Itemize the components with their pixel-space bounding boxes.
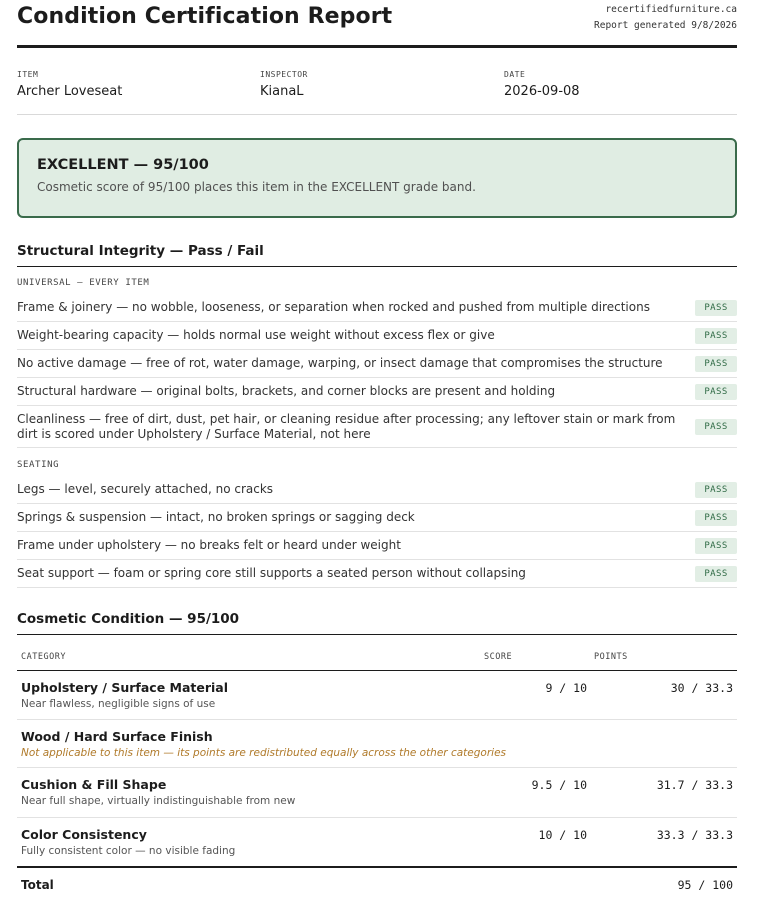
category-name: Upholstery / Surface Material <box>21 680 229 695</box>
check-row <box>17 504 737 532</box>
cosmetic-title: Cosmetic Condition — 95/100 <box>17 611 240 627</box>
date-label: DATE <box>504 70 526 79</box>
table-header <box>17 646 737 671</box>
pass-badge: PASS <box>695 482 737 498</box>
category-score: 9.5 / 10 <box>531 778 587 792</box>
check-text: Cleanliness — free of dirt, dust, pet hair, or cleaning residue after processing; any leftover stain or mark from dirt is scored under Upholstery / Surface Material, not here <box>17 411 676 441</box>
pass-badge: PASS <box>695 356 737 372</box>
generated-date: Report generated 9/8/2026 <box>594 20 737 31</box>
check-text: Frame & joinery — no wobble, looseness, or separation when rocked and pushed from multiple directions <box>17 300 650 314</box>
check-row <box>17 322 737 350</box>
table-row <box>17 768 737 818</box>
total-value: 95 / 100 <box>677 878 733 892</box>
table-row <box>17 720 737 768</box>
date-field <box>504 70 580 99</box>
check-text: Frame under upholstery — no breaks felt or heard under weight <box>17 538 401 552</box>
check-row <box>17 406 737 448</box>
category-points: 31.7 / 33.3 <box>656 778 733 792</box>
category-points: 33.3 / 33.3 <box>656 828 733 842</box>
site-name: recertifiedfurniture.ca <box>605 4 737 15</box>
category-desc-na: Not applicable to this item — its points are redistributed equally across the other categories <box>21 747 506 759</box>
category-name: Color Consistency <box>21 827 147 842</box>
cosmetic-section-header <box>17 607 737 635</box>
inspector-label: INSPECTOR <box>260 70 308 79</box>
category-desc: Near flawless, negligible signs of use <box>21 698 216 710</box>
check-text: Seat support — foam or spring core still supports a seated person without collapsing <box>17 566 526 580</box>
report-meta <box>594 2 737 34</box>
category-points: 30 / 33.3 <box>670 681 733 695</box>
item-value: Archer Loveseat <box>17 84 123 99</box>
pass-badge: PASS <box>695 300 737 316</box>
check-row <box>17 476 737 504</box>
header-category: CATEGORY <box>21 652 66 662</box>
date-value: 2026-09-08 <box>504 84 580 99</box>
grade-description: Cosmetic score of 95/100 places this item in the EXCELLENT grade band. <box>37 180 476 194</box>
category-name: Cushion & Fill Shape <box>21 777 167 792</box>
seating-checklist <box>17 476 737 588</box>
pass-badge: PASS <box>695 510 737 526</box>
category-name: Wood / Hard Surface Finish <box>21 729 213 744</box>
pass-badge: PASS <box>695 419 737 435</box>
check-row <box>17 378 737 406</box>
pass-badge: PASS <box>695 538 737 554</box>
structural-section-header <box>17 239 737 267</box>
check-row <box>17 294 737 322</box>
report-header <box>17 0 737 48</box>
universal-checklist <box>17 294 737 448</box>
structural-title: Structural Integrity — Pass / Fail <box>17 243 264 259</box>
check-text: Structural hardware — original bolts, brackets, and corner blocks are present and holding <box>17 384 556 398</box>
inspector-field <box>260 70 308 99</box>
report-page <box>17 0 737 892</box>
pass-badge: PASS <box>695 328 737 344</box>
check-row <box>17 350 737 378</box>
item-label: ITEM <box>17 70 39 79</box>
category-score: 9 / 10 <box>545 681 587 695</box>
item-field <box>17 70 122 99</box>
table-row <box>17 671 737 720</box>
inspector-value: KianaL <box>260 84 304 99</box>
cosmetic-table <box>17 646 737 902</box>
total-row <box>17 866 737 902</box>
category-desc: Fully consistent color — no visible fading <box>21 845 236 857</box>
header-score: SCORE <box>484 652 513 662</box>
category-score: 10 / 10 <box>538 828 587 842</box>
header-points: POINTS <box>594 652 628 662</box>
pass-badge: PASS <box>695 566 737 582</box>
total-label: Total <box>21 878 54 892</box>
pass-badge: PASS <box>695 384 737 400</box>
check-text: Legs — level, securely attached, no cracks <box>17 482 274 496</box>
report-title: Condition Certification Report <box>17 4 393 29</box>
grade-summary-box <box>17 138 737 218</box>
check-row <box>17 532 737 560</box>
group-label-universal: UNIVERSAL — EVERY ITEM <box>17 278 150 288</box>
grade-title: EXCELLENT — 95/100 <box>37 157 209 173</box>
table-row <box>17 818 737 866</box>
check-text: Springs & suspension — intact, no broken springs or sagging deck <box>17 510 415 524</box>
info-row <box>17 48 737 115</box>
group-label-seating: SEATING <box>17 460 60 470</box>
check-text: No active damage — free of rot, water damage, warping, or insect damage that compromises the structure <box>17 356 663 370</box>
category-desc: Near full shape, virtually indistinguishable from new <box>21 795 296 807</box>
check-text: Weight-bearing capacity — holds normal use weight without excess flex or give <box>17 328 495 342</box>
check-row <box>17 560 737 588</box>
